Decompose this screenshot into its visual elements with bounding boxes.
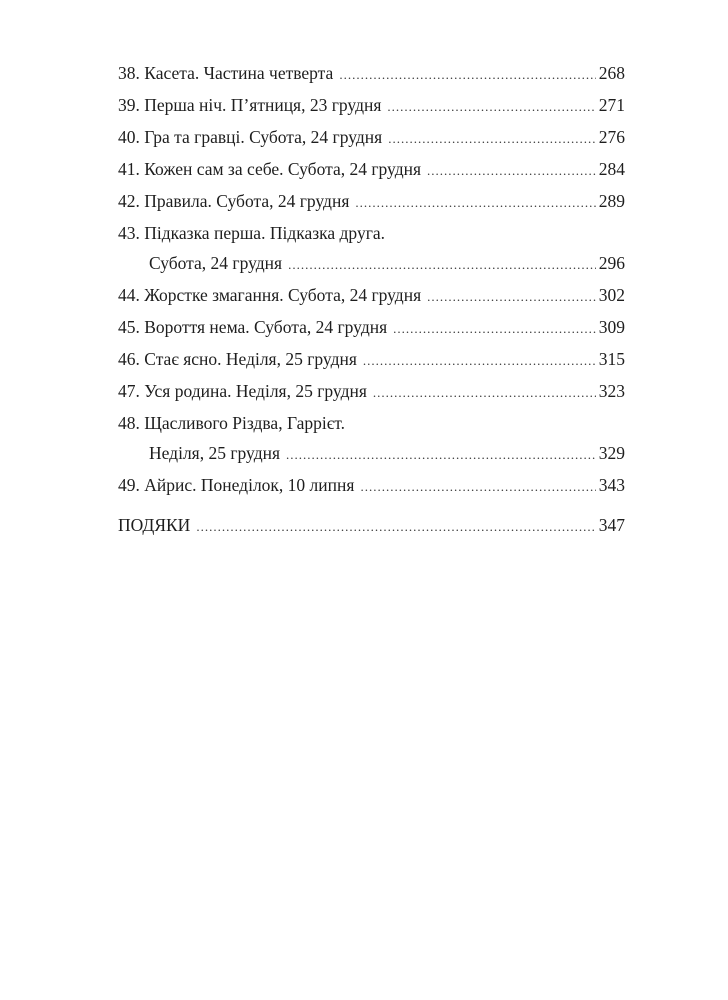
toc-entry-42[interactable] (118, 186, 625, 218)
toc-entry-title-continuation: Субота, 24 грудня (149, 253, 283, 273)
toc-entry-48[interactable] (118, 408, 625, 470)
dot-leader (427, 282, 596, 312)
toc-entry-number: 47. (118, 381, 140, 401)
toc-entry-title-continuation: Неділя, 25 грудня (149, 443, 281, 463)
dot-leader (288, 250, 596, 280)
dot-leader (427, 156, 596, 186)
dot-leader (355, 188, 595, 218)
dot-leader (286, 440, 596, 470)
toc-entry-page: 268 (598, 63, 625, 83)
toc-entry-title: ПОДЯКИ (118, 515, 191, 535)
dot-leader (363, 346, 596, 376)
toc-entry-title: Підказка перша. Підказка друга. (144, 223, 386, 243)
toc-entry-page: 289 (598, 191, 625, 211)
toc-entry-title: Правила. Субота, 24 грудня (144, 191, 350, 211)
dot-leader (393, 314, 596, 344)
toc-entry-page: 329 (598, 443, 625, 463)
dot-leader (196, 512, 595, 542)
toc-entry-title: Вороття нема. Субота, 24 грудня (144, 317, 388, 337)
dot-leader (360, 472, 595, 502)
toc-entry-title: Щасливого Різдва, Гаррієт. (144, 413, 345, 433)
toc-entry-41[interactable] (118, 154, 625, 186)
toc-entry-number: 44. (118, 285, 140, 305)
toc-entry-number: 43. (118, 223, 140, 243)
toc-entry-title: Гра та гравці. Субота, 24 грудня (144, 127, 383, 147)
dot-leader (387, 92, 595, 122)
toc-entry-page: 302 (598, 285, 625, 305)
toc-entry-number: 40. (118, 127, 140, 147)
toc-entry-title: Уся родина. Неділя, 25 грудня (144, 381, 367, 401)
toc-entry-page: 271 (598, 95, 625, 115)
toc-entry-page: 276 (598, 127, 625, 147)
toc-entry-page: 343 (598, 475, 625, 495)
toc-entry-49[interactable] (118, 470, 625, 502)
toc-entry-page: 284 (598, 159, 625, 179)
toc-entry-acknowledgements[interactable] (118, 510, 625, 542)
toc-entry-page: 315 (598, 349, 625, 369)
toc-entry-44[interactable] (118, 280, 625, 312)
toc-entry-number: 38. (118, 63, 140, 83)
toc-entry-title: Жорстке змагання. Субота, 24 грудня (144, 285, 422, 305)
toc-entry-number: 46. (118, 349, 140, 369)
toc-entry-title: Касета. Частина четверта (144, 63, 334, 83)
toc-entry-title: Стає ясно. Неділя, 25 грудня (144, 349, 357, 369)
toc-entry-title: Айрис. Понеділок, 10 липня (144, 475, 355, 495)
toc-entry-number: 41. (118, 159, 140, 179)
toc-entry-43[interactable] (118, 218, 625, 280)
toc-entry-46[interactable] (118, 344, 625, 376)
toc-entry-page: 323 (598, 381, 625, 401)
dot-leader (339, 60, 595, 90)
toc-entry-39[interactable] (118, 90, 625, 122)
toc-entry-page: 309 (598, 317, 625, 337)
toc-entry-number: 48. (118, 413, 140, 433)
toc-entry-page: 347 (598, 515, 625, 535)
toc-entry-number: 42. (118, 191, 140, 211)
toc-entry-38[interactable] (118, 58, 625, 90)
dot-leader (388, 124, 596, 154)
toc-entry-number: 45. (118, 317, 140, 337)
toc-entry-title: Кожен сам за себе. Субота, 24 грудня (144, 159, 422, 179)
toc-entry-45[interactable] (118, 312, 625, 344)
table-of-contents (118, 58, 625, 542)
toc-entry-40[interactable] (118, 122, 625, 154)
toc-entry-page: 296 (598, 253, 625, 273)
toc-entry-title: Перша ніч. П’ятниця, 23 грудня (144, 95, 382, 115)
toc-entry-number: 39. (118, 95, 140, 115)
dot-leader (373, 378, 596, 408)
toc-entry-number: 49. (118, 475, 140, 495)
toc-entry-47[interactable] (118, 376, 625, 408)
